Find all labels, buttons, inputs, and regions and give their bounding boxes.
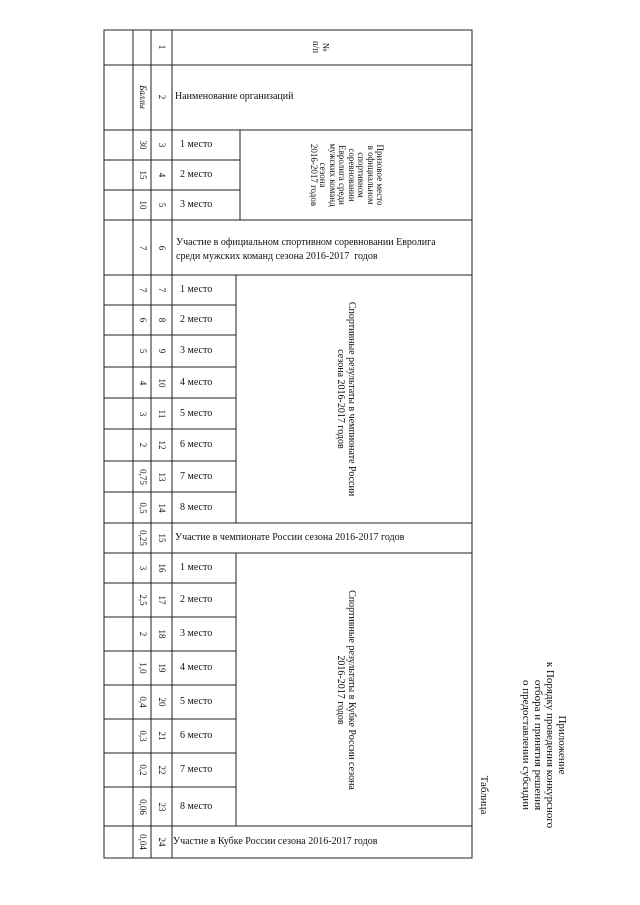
column-index: 8 (156, 317, 167, 323)
column-place-label: 5 место (180, 407, 213, 419)
column-index: 7 (156, 287, 167, 293)
column-index: 22 (156, 765, 167, 775)
column-points: 4 (137, 380, 148, 385)
appendix-heading: Приложение к Порядку проведения конкурсного отбора и принятия решения о предоставлении субсидии (519, 661, 569, 829)
column-place-label: 2 место (180, 594, 213, 605)
header-index-1: 1 (156, 44, 167, 50)
group-russia-cup: Спортивные результаты в Кубке России сезона 2016-2017 годов (335, 590, 357, 790)
column-points: 0,06 (137, 798, 148, 815)
points-label: Баллы (137, 85, 148, 109)
header-number: № п/п (311, 40, 331, 54)
column-points: 5 (137, 348, 148, 354)
column-index: 19 (156, 663, 167, 673)
column-points: 0,5 (137, 501, 148, 514)
column-points: 0,75 (137, 468, 148, 485)
group-euroleague-participation: Участие в официальном спортивном соревновании Евролига среди мужских команд сезона 2016-2017 годов (176, 237, 436, 262)
column-index: 15 (156, 533, 167, 543)
column-index: 9 (156, 348, 167, 354)
column-index: 14 (156, 503, 167, 512)
column-points: 3 (137, 565, 148, 571)
column-points: 3 (137, 411, 148, 416)
column-place-label: 2 место (180, 169, 213, 180)
column-index: 12 (156, 440, 167, 450)
column-place-label: 6 место (180, 730, 213, 741)
column-points: 7 (137, 287, 148, 293)
column-points: 0,2 (137, 764, 148, 776)
column-place-label: 1 место (180, 284, 213, 295)
column-index: 20 (156, 697, 167, 707)
column-place-label: 3 место (180, 199, 213, 210)
column-place-label: 5 место (180, 696, 213, 707)
column-points: 2,5 (137, 594, 148, 606)
group-cup-participation: Участие в Кубке России сезона 2016-2017 годов (173, 836, 378, 847)
column-points: 1,0 (137, 662, 148, 674)
column-place-label: 4 место (180, 662, 213, 673)
column-index: 13 (156, 472, 167, 481)
table-label: Таблица (478, 775, 491, 815)
column-place-label: 3 место (180, 628, 213, 639)
column-place-label: 2 место (180, 314, 213, 325)
column-index: 24 (156, 837, 167, 847)
column-place-label: 6 место (180, 439, 213, 450)
column-place-label: 8 место (180, 501, 213, 513)
column-index: 3 (156, 142, 167, 148)
column-index: 18 (156, 629, 167, 639)
column-index: 6 (156, 245, 167, 250)
column-index: 21 (156, 731, 167, 741)
column-index: 17 (156, 595, 167, 605)
column-place-label: 8 место (180, 800, 213, 812)
column-index: 23 (156, 802, 167, 811)
column-points: 0,4 (137, 696, 148, 708)
column-index: 16 (156, 563, 167, 573)
group-russia-championship: Спортивные результаты в чемпионате России сезона 2016-2017 годов (335, 301, 357, 497)
column-place-label: 4 место (180, 376, 213, 388)
column-place-label: 3 место (180, 345, 213, 356)
column-points: 6 (137, 317, 148, 323)
column-points: 2 (137, 442, 148, 448)
column-index: 10 (156, 378, 167, 387)
column-points: 0,04 (137, 834, 148, 850)
group-russia-participation: Участие в чемпионате России сезона 2016-2017 годов (175, 532, 405, 543)
column-place-label: 1 место (180, 562, 213, 573)
org-name-header: Наименование организаций (175, 91, 294, 102)
column-index: 11 (156, 409, 167, 418)
column-place-label: 7 место (180, 764, 213, 775)
column-points: 0,3 (137, 730, 148, 742)
column-points: 0,25 (137, 530, 148, 546)
group-euroleague-place: Призовое место в официальном спортивном соревновании Евролига среди мужских команд сезона 2016-2017 годов (308, 143, 385, 207)
column-index: 5 (156, 202, 167, 208)
column-place-label: 7 место (180, 470, 213, 482)
column-points: 30 (137, 140, 148, 150)
column-points: 15 (137, 170, 148, 180)
column-points: 7 (137, 245, 148, 250)
column-points: 2 (137, 631, 148, 637)
column-place-label: 1 место (180, 139, 213, 150)
column-points: 10 (137, 200, 148, 210)
column-index: 4 (156, 172, 167, 178)
header-index-2: 2 (156, 94, 167, 100)
